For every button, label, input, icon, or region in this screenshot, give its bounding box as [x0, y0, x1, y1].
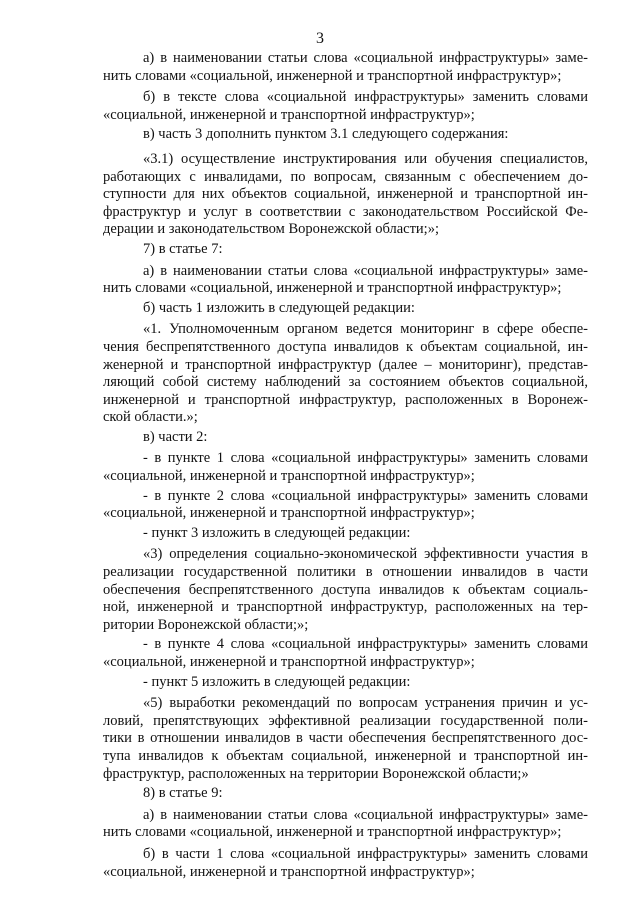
text-line: «социальной, инженерной и транспортной инфраструктур»; [103, 863, 475, 880]
paragraph [103, 429, 588, 447]
paragraph [103, 695, 588, 783]
text-line: «3) определения социально-экономической эффективности участия в [143, 546, 588, 563]
text-line: тики в отношении инвалидов в части обеспечения беспрепятственного дос- [103, 730, 588, 747]
paragraph [103, 263, 588, 298]
text-line: реализации государственной политики в отношении инвалидов в части [103, 564, 588, 581]
text-line: фраструктур и услуг в соответствии с законодательством Российской Фе- [103, 203, 588, 220]
text-line: дерации и законодательством Воронежской области;»; [103, 221, 439, 238]
paragraph [103, 636, 588, 671]
paragraph [103, 450, 588, 485]
text-line: инженерной и транспортной инфраструктур, расположенных в Воронеж- [103, 391, 588, 408]
text-line: нить словами «социальной, инженерной и транспортной инфраструктур»; [103, 67, 562, 84]
text-line: нить словами «социальной, инженерной и транспортной инфраструктур»; [103, 280, 562, 297]
text-line: а) в наименовании статьи слова «социальной инфраструктуры» заме- [143, 262, 588, 279]
text-line: женерной и транспортной инфраструктур (далее – мониторинг), представ- [103, 356, 588, 373]
paragraph [103, 89, 588, 124]
paragraph [103, 321, 588, 427]
paragraph [103, 151, 588, 239]
paragraph [103, 488, 588, 523]
text-line: чения беспрепятственного доступа инвалидов к объектам социальной, ин- [103, 338, 588, 355]
text-line: ритории Воронежской области;»; [103, 616, 309, 633]
text-line: фраструктур, расположенных на территории Воронежской области;» [103, 765, 529, 782]
paragraph [103, 846, 588, 881]
paragraph [103, 785, 588, 803]
text-line: - в пункте 2 слова «социальной инфраструктуры» заменить словами [143, 487, 588, 504]
text-line: «1. Уполномоченным органом ведется мониторинг в сфере обеспе- [143, 321, 588, 338]
paragraph [103, 546, 588, 634]
text-line: 7) в статье 7: [143, 240, 223, 257]
text-line: «3.1) осуществление инструктирования или обучения специалистов, [143, 150, 588, 167]
text-line: - пункт 3 изложить в следующей редакции: [143, 524, 411, 541]
paragraph [103, 300, 588, 318]
text-line: «социальной, инженерной и транспортной инфраструктур»; [103, 468, 475, 485]
paragraph [103, 674, 588, 692]
text-line: обеспечения беспрепятственного доступа инвалидов к объектам социаль- [103, 581, 588, 598]
text-line: ловий, препятствующих эффективной реализации государственной поли- [103, 712, 588, 729]
paragraph [103, 807, 588, 842]
text-line: ной, инженерной и транспортной инфраструктур, расположенных на тер- [103, 599, 588, 616]
text-line: а) в наименовании статьи слова «социальной инфраструктуры» заме- [143, 806, 588, 823]
text-line: в) части 2: [143, 428, 208, 445]
paragraph [103, 525, 588, 543]
text-line: - в пункте 1 слова «социальной инфраструктуры» заменить словами [143, 450, 588, 467]
text-line: - пункт 5 изложить в следующей редакции: [143, 673, 411, 690]
text-line: б) в части 1 слова «социальной инфраструктуры» заменить словами [143, 845, 588, 862]
text-line: нить словами «социальной, инженерной и транспортной инфраструктур»; [103, 824, 562, 841]
text-line: «социальной, инженерной и транспортной инфраструктур»; [103, 654, 475, 670]
document-body [103, 50, 588, 881]
text-line: а) в наименовании статьи слова «социальной инфраструктуры» заме- [143, 50, 588, 66]
text-line: 8) в статье 9: [143, 785, 223, 802]
text-line: ской области.»; [103, 409, 198, 426]
text-line: работающих с инвалидами, по вопросам, связанным с обеспечением до- [103, 168, 588, 185]
text-line: «социальной, инженерной и транспортной инфраструктур»; [103, 505, 475, 522]
text-line: «5) выработки рекомендаций по вопросам устранения причин и ус- [143, 695, 588, 712]
paragraph [103, 241, 588, 259]
text-line: в) часть 3 дополнить пунктом 3.1 следующего содержания: [143, 126, 509, 143]
paragraph [103, 50, 588, 85]
text-line: б) в тексте слова «социальной инфраструктуры» заменить словами [143, 89, 588, 106]
paragraph [103, 126, 588, 144]
text-line: «социальной, инженерной и транспортной инфраструктур»; [103, 106, 475, 123]
text-line: ступности для них объектов социальной, инженерной и транспортной ин- [103, 186, 588, 203]
text-line: б) часть 1 изложить в следующей редакции: [143, 299, 415, 316]
text-line: ляющий собой систему наблюдений за состоянием объектов социальной, [103, 374, 588, 391]
page-number: 3 [316, 30, 324, 47]
text-line: - в пункте 4 слова «социальной инфраструктуры» заменить словами [143, 636, 588, 653]
text-line: тупа инвалидов к объектам социальной, инженерной и транспортной ин- [103, 747, 588, 764]
